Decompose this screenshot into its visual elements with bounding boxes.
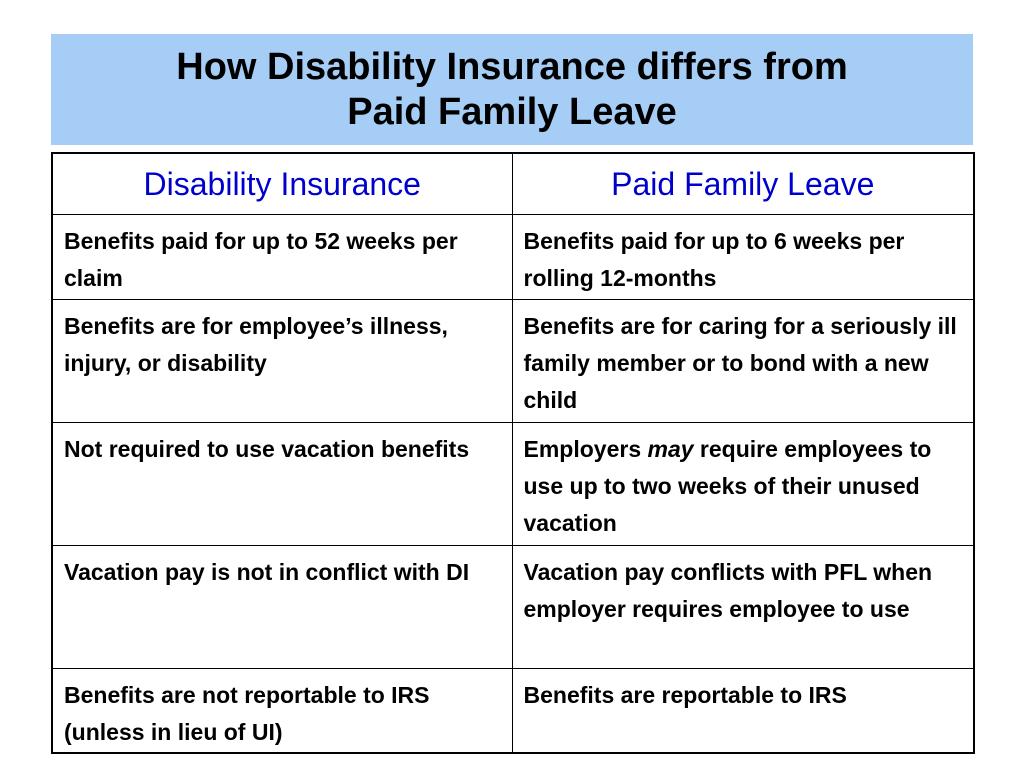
table-row (52, 669, 974, 753)
pfl-text-suffix: require employees to use up to two weeks of their unused vacation (523, 436, 932, 536)
table-header-row (52, 153, 974, 215)
slide-title-banner (51, 34, 973, 145)
pfl-text-emphasis: may (647, 436, 694, 462)
pfl-text-prefix: Employers (523, 436, 648, 462)
header-disability-insurance: Disability Insurance (52, 153, 512, 215)
table-row (52, 300, 974, 423)
comparison-table (51, 152, 975, 754)
di-cell: Benefits paid for up to 52 weeks per claim (52, 215, 512, 300)
di-cell: Benefits are for employee’s illness, injury, or disability (52, 300, 512, 423)
pfl-cell: Vacation pay conflicts with PFL when employer requires employee to use (512, 546, 974, 669)
pfl-cell: Benefits are for caring for a seriously ill family member or to bond with a new child (512, 300, 974, 423)
di-cell: Benefits are not reportable to IRS (unless in lieu of UI) (52, 669, 512, 753)
header-paid-family-leave: Paid Family Leave (512, 153, 974, 215)
pfl-cell: Benefits paid for up to 6 weeks per rolling 12-months (512, 215, 974, 300)
slide-title-line-1: How Disability Insurance differs from (176, 45, 848, 88)
table-row (52, 215, 974, 300)
table-row (52, 423, 974, 546)
pfl-cell (512, 423, 974, 546)
di-cell: Not required to use vacation benefits (52, 423, 512, 546)
slide-title-line-2: Paid Family Leave (347, 90, 677, 133)
pfl-cell: Benefits are reportable to IRS (512, 669, 974, 753)
di-cell: Vacation pay is not in conflict with DI (52, 546, 512, 669)
table-row (52, 546, 974, 669)
